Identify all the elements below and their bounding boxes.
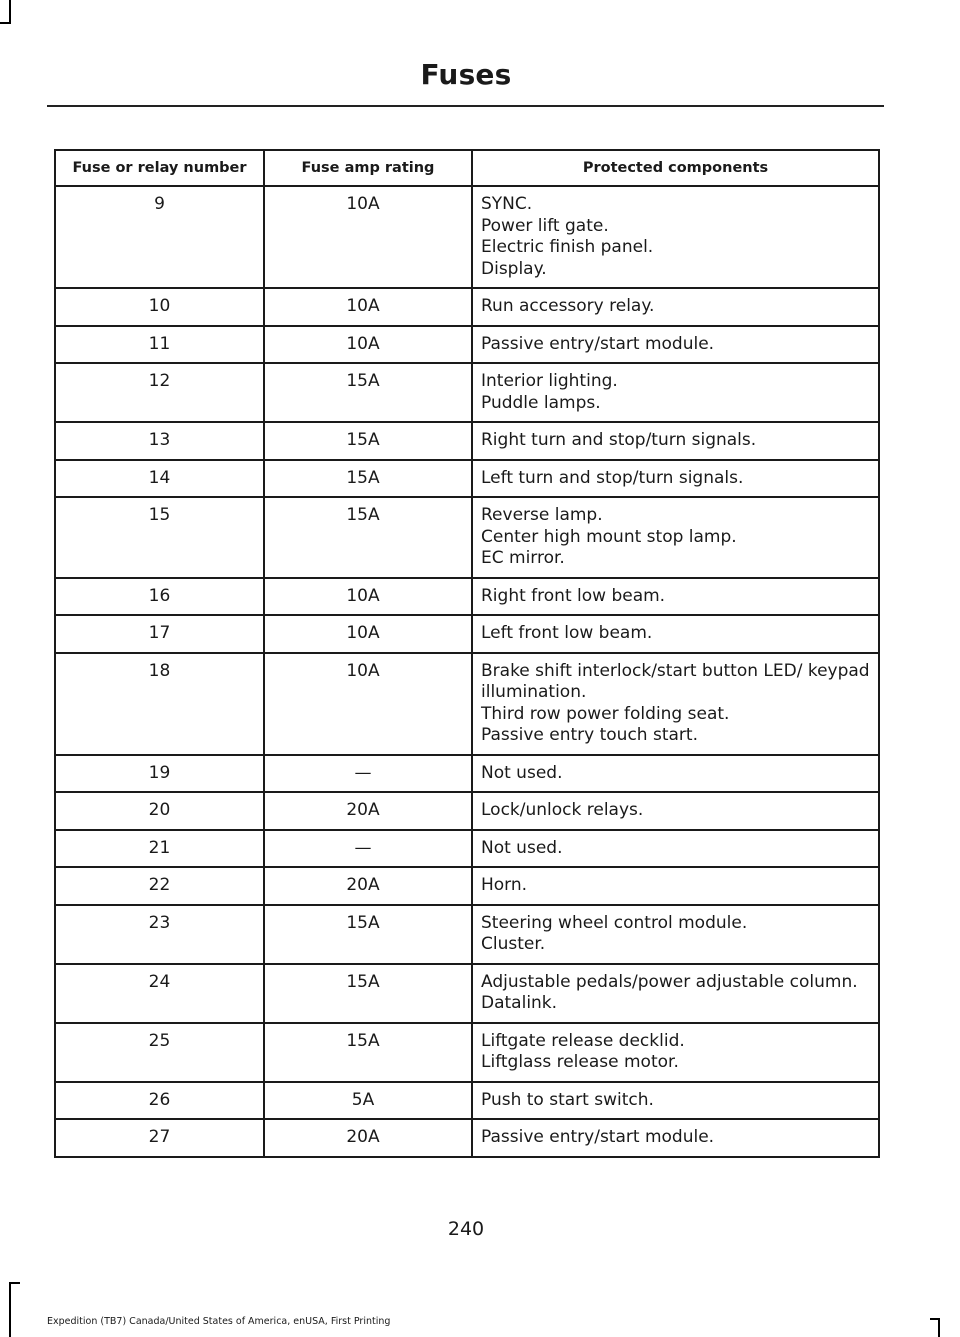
fuse-number-cell: 16 [55, 578, 264, 616]
page-title: Fuses [420, 58, 512, 91]
title-rule [47, 105, 884, 107]
fuse-number-cell: 18 [55, 653, 264, 755]
table-row [55, 1082, 879, 1120]
protected-components-cell [472, 830, 879, 868]
protected-components-cell [472, 1023, 879, 1082]
amp-rating-cell: 10A [264, 653, 472, 755]
component-line: Right turn and stop/turn signals. [481, 430, 757, 450]
component-line: Not used. [481, 762, 563, 783]
table-row [55, 326, 879, 364]
protected-components-cell [472, 1082, 879, 1120]
component-line: SYNC. [481, 194, 533, 214]
component-line: Third row power folding seat. [481, 703, 730, 724]
protected-components-cell [472, 460, 879, 498]
crop-mark [9, 1282, 11, 1337]
amp-rating-cell: — [264, 755, 472, 793]
component-line: Left front low beam. [481, 623, 653, 643]
fuse-number-cell: 25 [55, 1023, 264, 1082]
component-line: Horn. [481, 875, 528, 895]
protected-components-cell [472, 792, 879, 830]
component-line: Lock/unlock relays. [481, 800, 644, 820]
amp-rating-cell: 10A [264, 186, 472, 288]
component-line: Steering wheel control module. [481, 912, 748, 933]
table-row [55, 964, 879, 1023]
component-line: Left turn and stop/turn signals. [481, 467, 744, 488]
crop-mark [938, 1318, 940, 1337]
amp-rating-cell: 15A [264, 363, 472, 422]
component-line: Cluster. [481, 934, 546, 954]
table-row [55, 867, 879, 905]
fuse-number-cell: 27 [55, 1119, 264, 1157]
table-row [55, 1023, 879, 1082]
component-line: Interior lighting. [481, 371, 618, 391]
component-line: Brake shift interlock/start button LED/ keypad illumination. [481, 660, 870, 702]
amp-rating-cell: 15A [264, 497, 472, 578]
fuse-number-cell: 26 [55, 1082, 264, 1120]
component-line: Right front low beam. [481, 585, 666, 606]
fuse-number-cell: 14 [55, 460, 264, 498]
fuse-number-cell: 23 [55, 905, 264, 964]
table-row [55, 422, 879, 460]
protected-components-cell [472, 288, 879, 326]
amp-rating-cell: 15A [264, 460, 472, 498]
protected-components-cell [472, 653, 879, 755]
crop-mark [930, 1318, 940, 1320]
protected-components-cell [472, 1119, 879, 1157]
table-row [55, 1119, 879, 1157]
protected-components-cell [472, 363, 879, 422]
table-row [55, 288, 879, 326]
table-row [55, 792, 879, 830]
table-row [55, 363, 879, 422]
component-line: Puddle lamps. [481, 392, 601, 413]
component-line: Display. [481, 258, 547, 279]
fuse-number-cell: 17 [55, 615, 264, 653]
amp-rating-cell: 15A [264, 1023, 472, 1082]
column-header-amp-rating: Fuse amp rating [264, 150, 472, 186]
fuse-number-cell: 12 [55, 363, 264, 422]
protected-components-cell [472, 497, 879, 578]
amp-rating-cell: 10A [264, 326, 472, 364]
amp-rating-cell: 20A [264, 792, 472, 830]
table-row [55, 830, 879, 868]
footer-text: Expedition (TB7) Canada/United States of America, enUSA, First Printing [47, 1316, 391, 1327]
protected-components-cell [472, 905, 879, 964]
component-line: Liftglass release motor. [481, 1052, 679, 1072]
amp-rating-cell: 10A [264, 615, 472, 653]
component-line: Passive entry/start module. [481, 333, 715, 354]
fuse-number-cell: 24 [55, 964, 264, 1023]
table-row [55, 653, 879, 755]
table-row [55, 905, 879, 964]
fuse-number-cell: 20 [55, 792, 264, 830]
component-line: Liftgate release decklid. [481, 1030, 685, 1051]
component-line: Electric finish panel. [481, 237, 654, 257]
component-line: Datalink. [481, 993, 558, 1013]
protected-components-cell [472, 578, 879, 616]
table-header-row [55, 150, 879, 186]
component-line: Center high mount stop lamp. [481, 526, 737, 547]
amp-rating-cell: 15A [264, 964, 472, 1023]
component-line: Power lift gate. [481, 215, 609, 236]
fuse-number-cell: 9 [55, 186, 264, 288]
amp-rating-cell: 10A [264, 288, 472, 326]
component-line: EC mirror. [481, 548, 565, 568]
crop-mark [9, 1282, 20, 1284]
amp-rating-cell: 20A [264, 1119, 472, 1157]
table-row [55, 186, 879, 288]
crop-mark [0, 22, 11, 24]
table-row [55, 755, 879, 793]
component-line: Not used. [481, 837, 563, 858]
amp-rating-cell: — [264, 830, 472, 868]
component-line: Adjustable pedals/power adjustable column. [481, 971, 858, 992]
amp-rating-cell: 5A [264, 1082, 472, 1120]
fuse-number-cell: 13 [55, 422, 264, 460]
fuse-table-body [55, 186, 879, 1157]
protected-components-cell [472, 755, 879, 793]
protected-components-cell [472, 964, 879, 1023]
component-line: Passive entry/start module. [481, 1127, 715, 1147]
protected-components-cell [472, 186, 879, 288]
table-row [55, 497, 879, 578]
table-row [55, 460, 879, 498]
column-header-fuse-number: Fuse or relay number [55, 150, 264, 186]
fuse-number-cell: 21 [55, 830, 264, 868]
fuse-number-cell: 19 [55, 755, 264, 793]
fuse-table [54, 149, 880, 1158]
protected-components-cell [472, 326, 879, 364]
page-number: 240 [447, 1218, 485, 1240]
amp-rating-cell: 15A [264, 422, 472, 460]
protected-components-cell [472, 615, 879, 653]
fuse-number-cell: 11 [55, 326, 264, 364]
protected-components-cell [472, 867, 879, 905]
component-line: Passive entry touch start. [481, 725, 698, 745]
component-line: Run accessory relay. [481, 296, 655, 316]
table-row [55, 615, 879, 653]
amp-rating-cell: 15A [264, 905, 472, 964]
component-line: Reverse lamp. [481, 505, 603, 525]
fuse-number-cell: 22 [55, 867, 264, 905]
crop-mark [9, 0, 11, 24]
table-row [55, 578, 879, 616]
column-header-protected-components: Protected components [472, 150, 879, 186]
amp-rating-cell: 10A [264, 578, 472, 616]
fuse-number-cell: 15 [55, 497, 264, 578]
amp-rating-cell: 20A [264, 867, 472, 905]
fuse-number-cell: 10 [55, 288, 264, 326]
component-line: Push to start switch. [481, 1089, 654, 1110]
protected-components-cell [472, 422, 879, 460]
